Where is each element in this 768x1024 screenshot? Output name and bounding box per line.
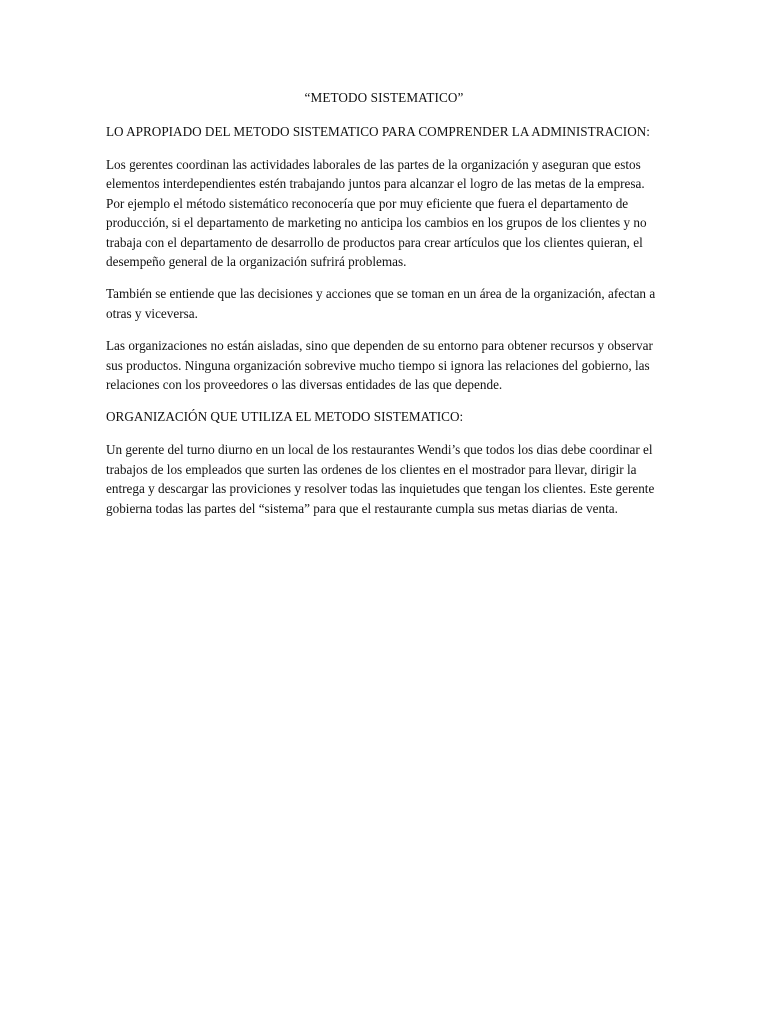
section-heading-1: LO APROPIADO DEL METODO SISTEMATICO PARA COMPRENDER LA ADMINISTRACION: [106, 124, 650, 139]
paragraph-4: Un gerente del turno diurno en un local de los restaurantes Wendi’s que todos los dias debe coordinar el trabajos de los empleados que surten las ordenes de los clientes en el mostrador para llevar, dirigir la entrega y descargar las proviciones y resolver todas las inquietudes que tengan los clientes. Este gerente gobierna todas las partes del “sistema” para que el restaurante cumpla sus metas diarias de venta. [106, 442, 655, 516]
paragraph-3: Las organizaciones no están aisladas, sino que dependen de su entorno para obtener recursos y observar sus productos. Ninguna organización sobrevive mucho tiempo si ignora las relaciones del gobierno, las relaciones con los proveedores o las diversas entidades de las que depende. [106, 338, 653, 393]
paragraph-2: También se entiende que las decisiones y acciones que se toman en un área de la organización, afectan a otras y viceversa. [106, 286, 656, 321]
paragraph-1: Los gerentes coordinan las actividades laborales de las partes de la organización y aseguran que estos elementos interdependientes estén trabajando juntos para alcanzar el logro de las metas de la empresa. Por ejemplo el método sistemático reconocería que por muy eficiente que fuera el departamento de producción, si el departamento de marketing no anticipa los cambios en los grupos de los clientes y no trabaja con el departamento de desarrollo de productos para crear artículos que los clientes quieran, el desempeño general de la organización sufrirá problemas. [106, 157, 647, 270]
document-title: “METODO SISTEMATICO” [304, 90, 464, 105]
section-heading-2: ORGANIZACIÓN QUE UTILIZA EL METODO SISTEMATICO: [106, 409, 464, 425]
document-body [106, 88, 662, 531]
